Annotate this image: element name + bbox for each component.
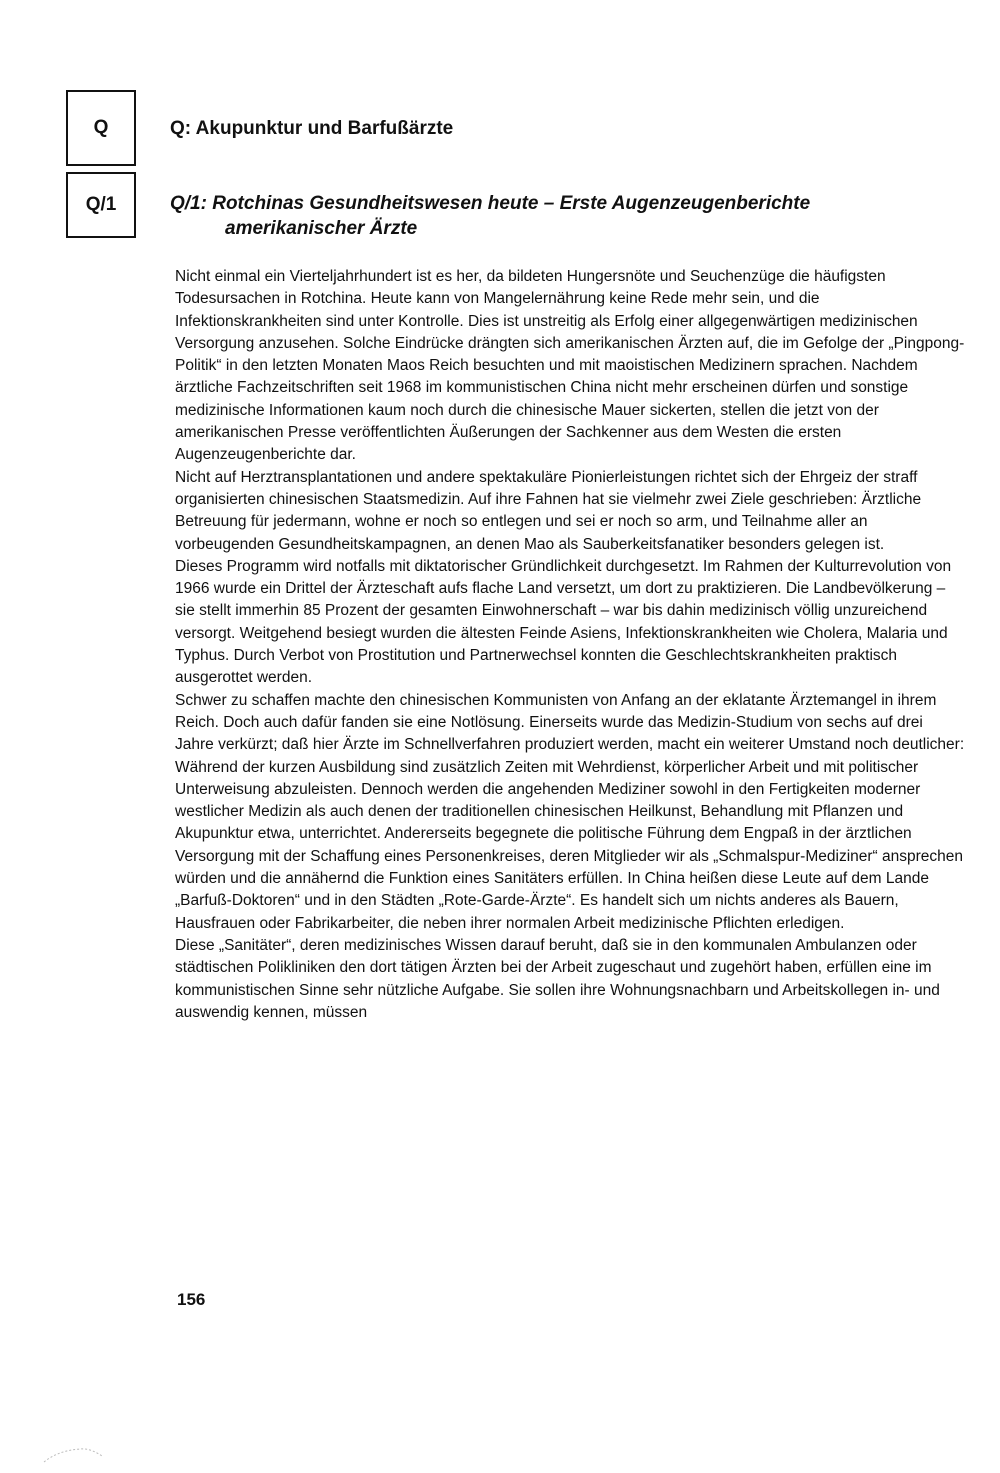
- paragraph-1: Nicht einmal ein Vierteljahrhundert ist es her, da bildeten Hungersnöte und Seuchenzüge die häufigsten Todesursachen in Rotchina. Heute kann von Mangelernährung keine Rede mehr sein, und die Infektionskrankheiten sind unter Kontrolle. Dies ist unstreitig als Erfolg einer allgegenwärtigen medizinischen Versorgung anzusehen. Solche Eindrücke drängten sich amerikanischen Ärzten auf, die im Gefolge der „Pingpong-Politik“ in den letzten Monaten Maos Reich besuchten und mit maoistischen Medizinern sprachen. Nachdem ärztliche Fachzeitschriften seit 1968 im kommunistischen China nicht mehr erscheinen dürfen und sonstige medizinische Informationen kaum noch durch die chinesische Mauer sickerten, stellen die jetzt von der amerikanischen Presse veröffentlichten Äußerungen der Sachkenner aus dem Westen die ersten Augenzeugenberichte dar.: [175, 268, 965, 464]
- paragraph-5: Diese „Sanitäter“, deren medizinisches Wissen darauf beruht, daß sie in den kommunalen Ambulanzen oder städtischen Polikliniken den dort tätigen Ärzten bei der Arbeit zugeschaut und zugehört haben, erfüllen eine im kommunistischen Sinne sehr nützliche Aufgabe. Sie sollen ihre Wohnungsnachbarn und Arbeitskollegen in- und auswendig kennen, müssen: [175, 936, 940, 1021]
- section-title-line2: amerikanischer Ärzte: [225, 218, 418, 240]
- margin-label-q: [66, 90, 136, 166]
- margin-label-q-text: Q: [93, 117, 109, 138]
- margin-label-q1: [66, 172, 136, 238]
- paragraph-2: Nicht auf Herztransplantationen und andere spektakuläre Pionierleistungen richtet sich der Ehrgeiz der straff organisierten chinesischen Staatsmedizin. Auf ihre Fahnen hat sie vielmehr zwei Ziele geschrieben: Ärztliche Betreuung für jedermann, wohne er noch so entlegen und sei er noch so arm, und Teilnahme aller an vorbeugenden Gesundheitskampagnen, an denen Mao als Sauberkeitsfanatiker besonders gelegen ist.: [175, 468, 922, 553]
- section-title: [170, 191, 810, 241]
- page-number: 156: [177, 1290, 206, 1309]
- chapter-title: Q: Akupunktur und Barfußärzte: [170, 118, 454, 139]
- paragraph-3: Dieses Programm wird notfalls mit diktatorischer Gründlichkeit durchgesetzt. Im Rahmen der Kulturrevolution von 1966 wurde ein Drittel der Ärzteschaft aufs flache Land versetzt, um dort zu praktizieren. Die Landbevölkerung – sie stellt immerhin 85 Prozent der gesamten Einwohnerschaft – war bis dahin medizinisch völlig unzureichend versorgt. Weitgehend besiegt wurden die ältesten Feinde Asiens, Infektionskrankheiten wie Cholera, Malaria und Typhus. Durch Verbot von Prostitution und Partnerwechsel konnten die Geschlechtskrankheiten praktisch ausgerottet werden.: [175, 557, 952, 687]
- section-title-line1: Q/1: Rotchinas Gesundheitswesen heute – Erste Augenzeugenberichte: [170, 193, 811, 214]
- margin-label-q1-text: Q/1: [85, 194, 117, 215]
- body-text: [175, 266, 965, 1024]
- paragraph-4: Schwer zu schaffen machte den chinesischen Kommunisten von Anfang an der eklatante Ärztemangel in ihrem Reich. Doch auch dafür fanden sie eine Notlösung. Einerseits wurde das Medizin-Studium von sechs auf drei Jahre verkürzt; daß hier Ärzte im Schnellverfahren produziert werden, macht ein weiterer Umstand noch deutlicher: Während der kurzen Ausbildung sind zusätzlich Zeiten mit Wehrdienst, körperlicher Arbeit und mit politischer Unterweisung abzuleisten. Dennoch werden die angehenden Mediziner sowohl in den Fertigkeiten moderner westlicher Medizin als auch denen der traditionellen chinesischen Heilkunst, Behandlung mit Pflanzen und Akupunktur etwa, unterrichtet. Andererseits begegnete die politische Führung dem Engpaß in der ärztlichen Versorgung mit der Schaffung eines Personenkreises, deren Mitglieder wir als „Schmalspur-Mediziner“ ansprechen würden und die annähernd die Funktion eines Sanitäters erfüllen. In China heißen diese Leute auf dem Lande „Barfuß-Doktoren“ und in den Städten „Rote-Garde-Ärzte“. Es handelt sich um nichts anderes als Bauern, Hausfrauen oder Fabrikarbeiter, die neben ihrer normalen Arbeit medizinische Pflichten erledigen.: [175, 691, 965, 932]
- scan-smudge: [40, 1440, 110, 1466]
